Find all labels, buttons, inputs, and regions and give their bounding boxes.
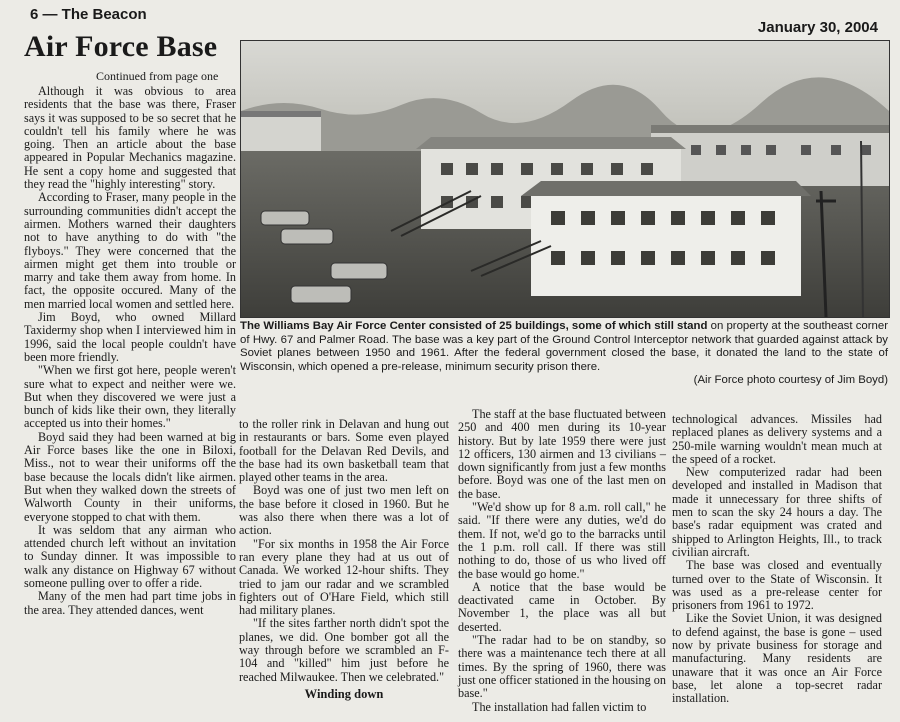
article-column-1: [24, 85, 236, 617]
caption-text: on property at the southeast corner of Hwy. 67 and Palmer Road. The base was a key part of the Ground Control Interceptor network that guarded against attack by Soviet planes between 1950 and 1961. After the federal government closed the base, it donated the land to the state of Wisconsin, which opened a pre-release, minimum security prison there.: [240, 320, 888, 373]
subhead-winding-down: Winding down: [304, 686, 384, 701]
article-column-3: [458, 408, 666, 714]
paragraph: The installation had fallen victim to: [472, 699, 647, 714]
paragraph: "For six months in 1958 the Air Force ran every plane they had at us out of Canada. We worked 12-hour shifts. They tried to jam our radar and we scrambled fighters out of O'Hare Field, which still had military planes.: [239, 536, 449, 618]
paragraph: Many of the men had part time jobs in the area. They attended dances, went: [24, 589, 236, 617]
paragraph: Like the Soviet Union, it was designed to defend against, the base is gone – used now by private business for storage and manufacturing. Many residents are unaware that it was once an Air Force base, let alone a top-secret radar installation.: [672, 611, 882, 706]
article-column-4: [672, 413, 882, 706]
paragraph: technological advances. Missiles had replaced planes as delivery systems and a 250-mile warning wouldn't mean much at the speed of a rocket.: [672, 412, 882, 466]
base-photo: [240, 40, 890, 318]
barracks-photo-illustration: [241, 41, 889, 317]
paragraph: "The radar had to be on standby, so there was a maintenance tech there at all times. By the spring of 1960, there was just one officer stationed in the housing on base.": [458, 633, 666, 701]
photo-credit: (Air Force photo courtesy of Jim Boyd): [693, 374, 888, 387]
paragraph: Boyd said they had been warned at big Air Force bases like the one in Biloxi, Miss., not to wear their uniforms off the base because the locals didn't like airmen. But when they walked down the streets of Walworth County in their uniforms, everyone stopped to chat with them.: [24, 429, 236, 524]
paragraph: Jim Boyd, who owned Millard Taxidermy shop when I interviewed him in 1996, said the local people couldn't have been more friendly.: [24, 310, 236, 364]
paragraph: According to Fraser, many people in the surrounding communities didn't accept the airmen. Mothers warned their daughters not to have anything to do with "the flyboys." They were concerned that the airmen might get them into trouble or marry and take them away from home. In fact, the opposite occured. Many of the men married local women and settled here.: [24, 190, 236, 311]
paragraph: to the roller rink in Delavan and hung out in restaurants or bars. Some even played football for the Delavan Red Devils, and the base had its own basketball team that played other teams in the area.: [239, 417, 449, 485]
caption-lead: The Williams Bay Air Force Center consisted of 25 buildings, some of which still stand: [240, 320, 708, 332]
paragraph: The base was closed and eventually turned over to the State of Wisconsin. It was used as a pre-release center for prisoners from 1961 to 1972.: [672, 558, 882, 613]
paragraph: "We'd show up for 8 a.m. roll call," he said. "If there were any duties, we'd do them. If not, we'd go to the barracks until the 1 p.m. roll call. If there was still nothing to do, those of us who lived off the base would go home.": [458, 500, 666, 581]
paragraph: The staff at the base fluctuated between 250 and 400 men during its 10-year history. But by late 1959 there were just 12 officers, 130 airmen and 13 civilians – down significantly from just a few months before. Boyd was one of the last men on the base.: [458, 407, 666, 501]
photo-caption: [240, 320, 888, 388]
article-column-2: [239, 418, 449, 702]
paragraph: It was seldom that any airman who attended church left without an invitation to Sunday dinner. It was impossible to walk any distance on Highway 67 without someone pulling over to offer a ride.: [24, 522, 236, 590]
paragraph: New computerized radar had been developed and installed in Madison that made it unnecessary for three shifts of men to scan the sky 24 hours a day. The base's radar equipment was crated and shipped to Arlington Heights, Ill., to track civilian aircraft.: [672, 465, 882, 559]
page-header-left: 6 — The Beacon: [30, 6, 147, 23]
page-date: January 30, 2004: [757, 19, 878, 36]
paragraph: "If the sites farther north didn't spot the planes, we did. One bomber got all the way through before we scrambled an F-104 and "killed" him just before he reached Milwaukee. Then we celebrated.": [239, 616, 449, 684]
continued-note: Continued from page one: [96, 69, 219, 83]
paragraph: A notice that the base would be deactivated came in October. By November 1, the place was all but deserted.: [458, 579, 666, 634]
paragraph: Boyd was one of just two men left on the base before it closed in 1960. But he was also there when there was a lot of action.: [239, 483, 449, 538]
paragraph: Although it was obvious to area residents that the base was there, Fraser says it was supposed to be so secret that he couldn't tell his family where he was going. Then an article about the base appeared in Popular Mechanics magazine. He sent a copy home and suggested that they read the "highly interesting" story.: [24, 84, 236, 192]
paragraph: "When we first got here, people weren't sure what to expect and neither were we. But when they discovered we were just a bunch of kids like their own, they literally accepted us into their homes.": [24, 363, 236, 431]
headline: Air Force Base: [24, 30, 218, 63]
